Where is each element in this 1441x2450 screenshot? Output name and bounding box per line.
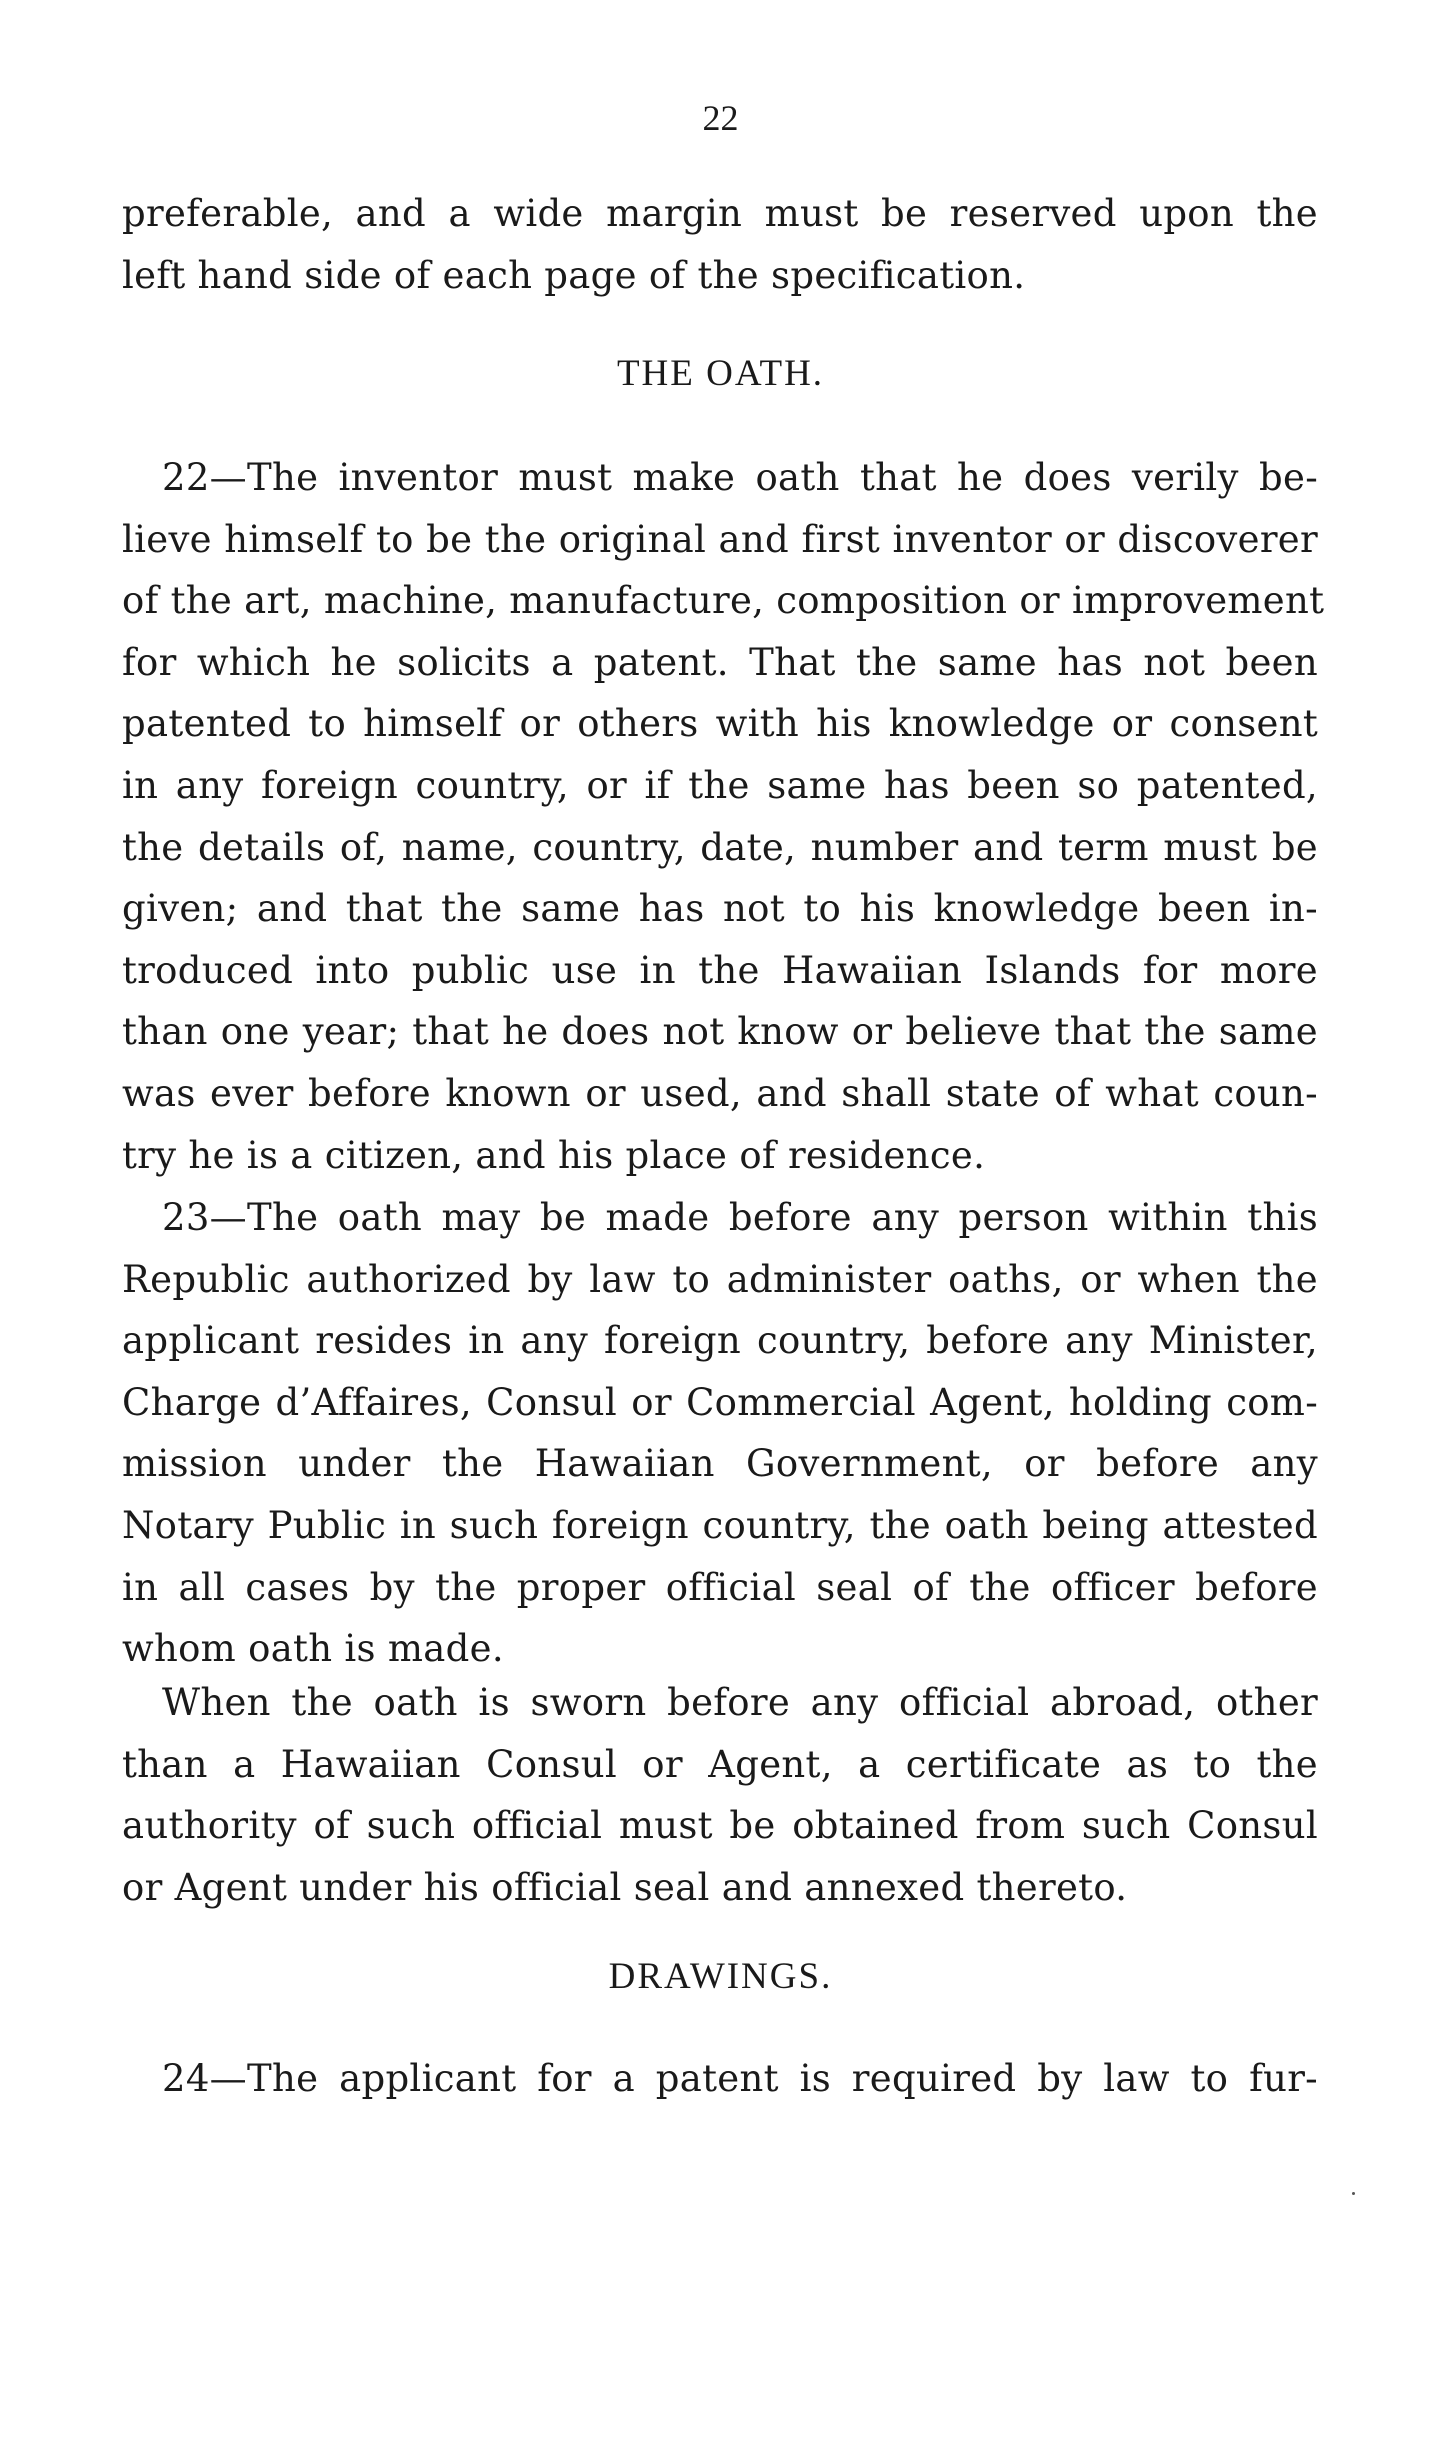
paragraph-23 (122, 1187, 1318, 1680)
text-line: Charge d’Affaires, Consul or Commercial Agent, holding com- (122, 1380, 1318, 1424)
text-line: for which he solicits a patent. That the same has not been (122, 640, 1318, 684)
text-line: was ever before known or used, and shall state of what coun- (122, 1071, 1318, 1115)
text-line: lieve himself to be the original and first inventor or discoverer (122, 517, 1318, 561)
text-line: troduced into public use in the Hawaiian Islands for more (122, 948, 1318, 992)
text-line: of the art, machine, manufacture, composition or improvement (122, 579, 1325, 623)
paragraph-text (122, 1187, 1318, 1680)
paragraph-text (122, 447, 1325, 1186)
section-heading-drawings: DRAWINGS. (608, 1956, 833, 1997)
text-line: 22—The inventor must make oath that he does verily be- (162, 456, 1318, 499)
text-line: patented to himself or others with his knowledge or consent (122, 702, 1318, 746)
text-line: 23—The oath may be made before any person within this (162, 1196, 1318, 1239)
paragraph-text (122, 2048, 1318, 2110)
paragraph-22 (122, 447, 1325, 1186)
text-line: the details of, name, country, date, number and term must be (122, 825, 1318, 869)
text-line: in all cases by the proper official seal of the officer before (122, 1565, 1318, 1609)
text-line: left hand side of each page of the specification. (122, 253, 1026, 297)
paragraph-oath-abroad (122, 1672, 1318, 1918)
text-line: than one year; that he does not know or believe that the same (122, 1010, 1318, 1054)
paragraph-text (122, 1672, 1318, 1918)
text-line: whom oath is made. (122, 1627, 504, 1671)
text-line: applicant resides in any foreign country, before any Minister, (122, 1319, 1318, 1363)
text-line: 24—The applicant for a patent is required by law to fur- (162, 2057, 1318, 2100)
intro-paragraph (122, 183, 1318, 306)
text-line: in any foreign country, or if the same has been so patented, (122, 763, 1318, 807)
text-line: than a Hawaiian Consul or Agent, a certificate as to the (122, 1742, 1318, 1786)
text-line: When the oath is sworn before any official abroad, other (162, 1681, 1318, 1724)
text-line: or Agent under his official seal and annexed thereto. (122, 1865, 1128, 1909)
print-speck (1352, 2192, 1355, 2195)
text-line: Notary Public in such foreign country, the oath being attested (122, 1503, 1318, 1547)
section-heading-oath: THE OATH. (616, 353, 825, 394)
text-line: preferable, and a wide margin must be reserved upon the (122, 192, 1318, 235)
text-line: given; and that the same has not to his knowledge been in- (122, 887, 1318, 931)
text-line: Republic authorized by law to administer oaths, or when the (122, 1257, 1318, 1301)
text-line: mission under the Hawaiian Government, or before any (122, 1442, 1318, 1486)
paragraph-24 (122, 2048, 1318, 2110)
paragraph-text (122, 183, 1318, 306)
page-number: 22 (702, 98, 739, 138)
text-line: try he is a citizen, and his place of residence. (122, 1133, 986, 1177)
text-line: authority of such official must be obtained from such Consul (122, 1804, 1318, 1848)
